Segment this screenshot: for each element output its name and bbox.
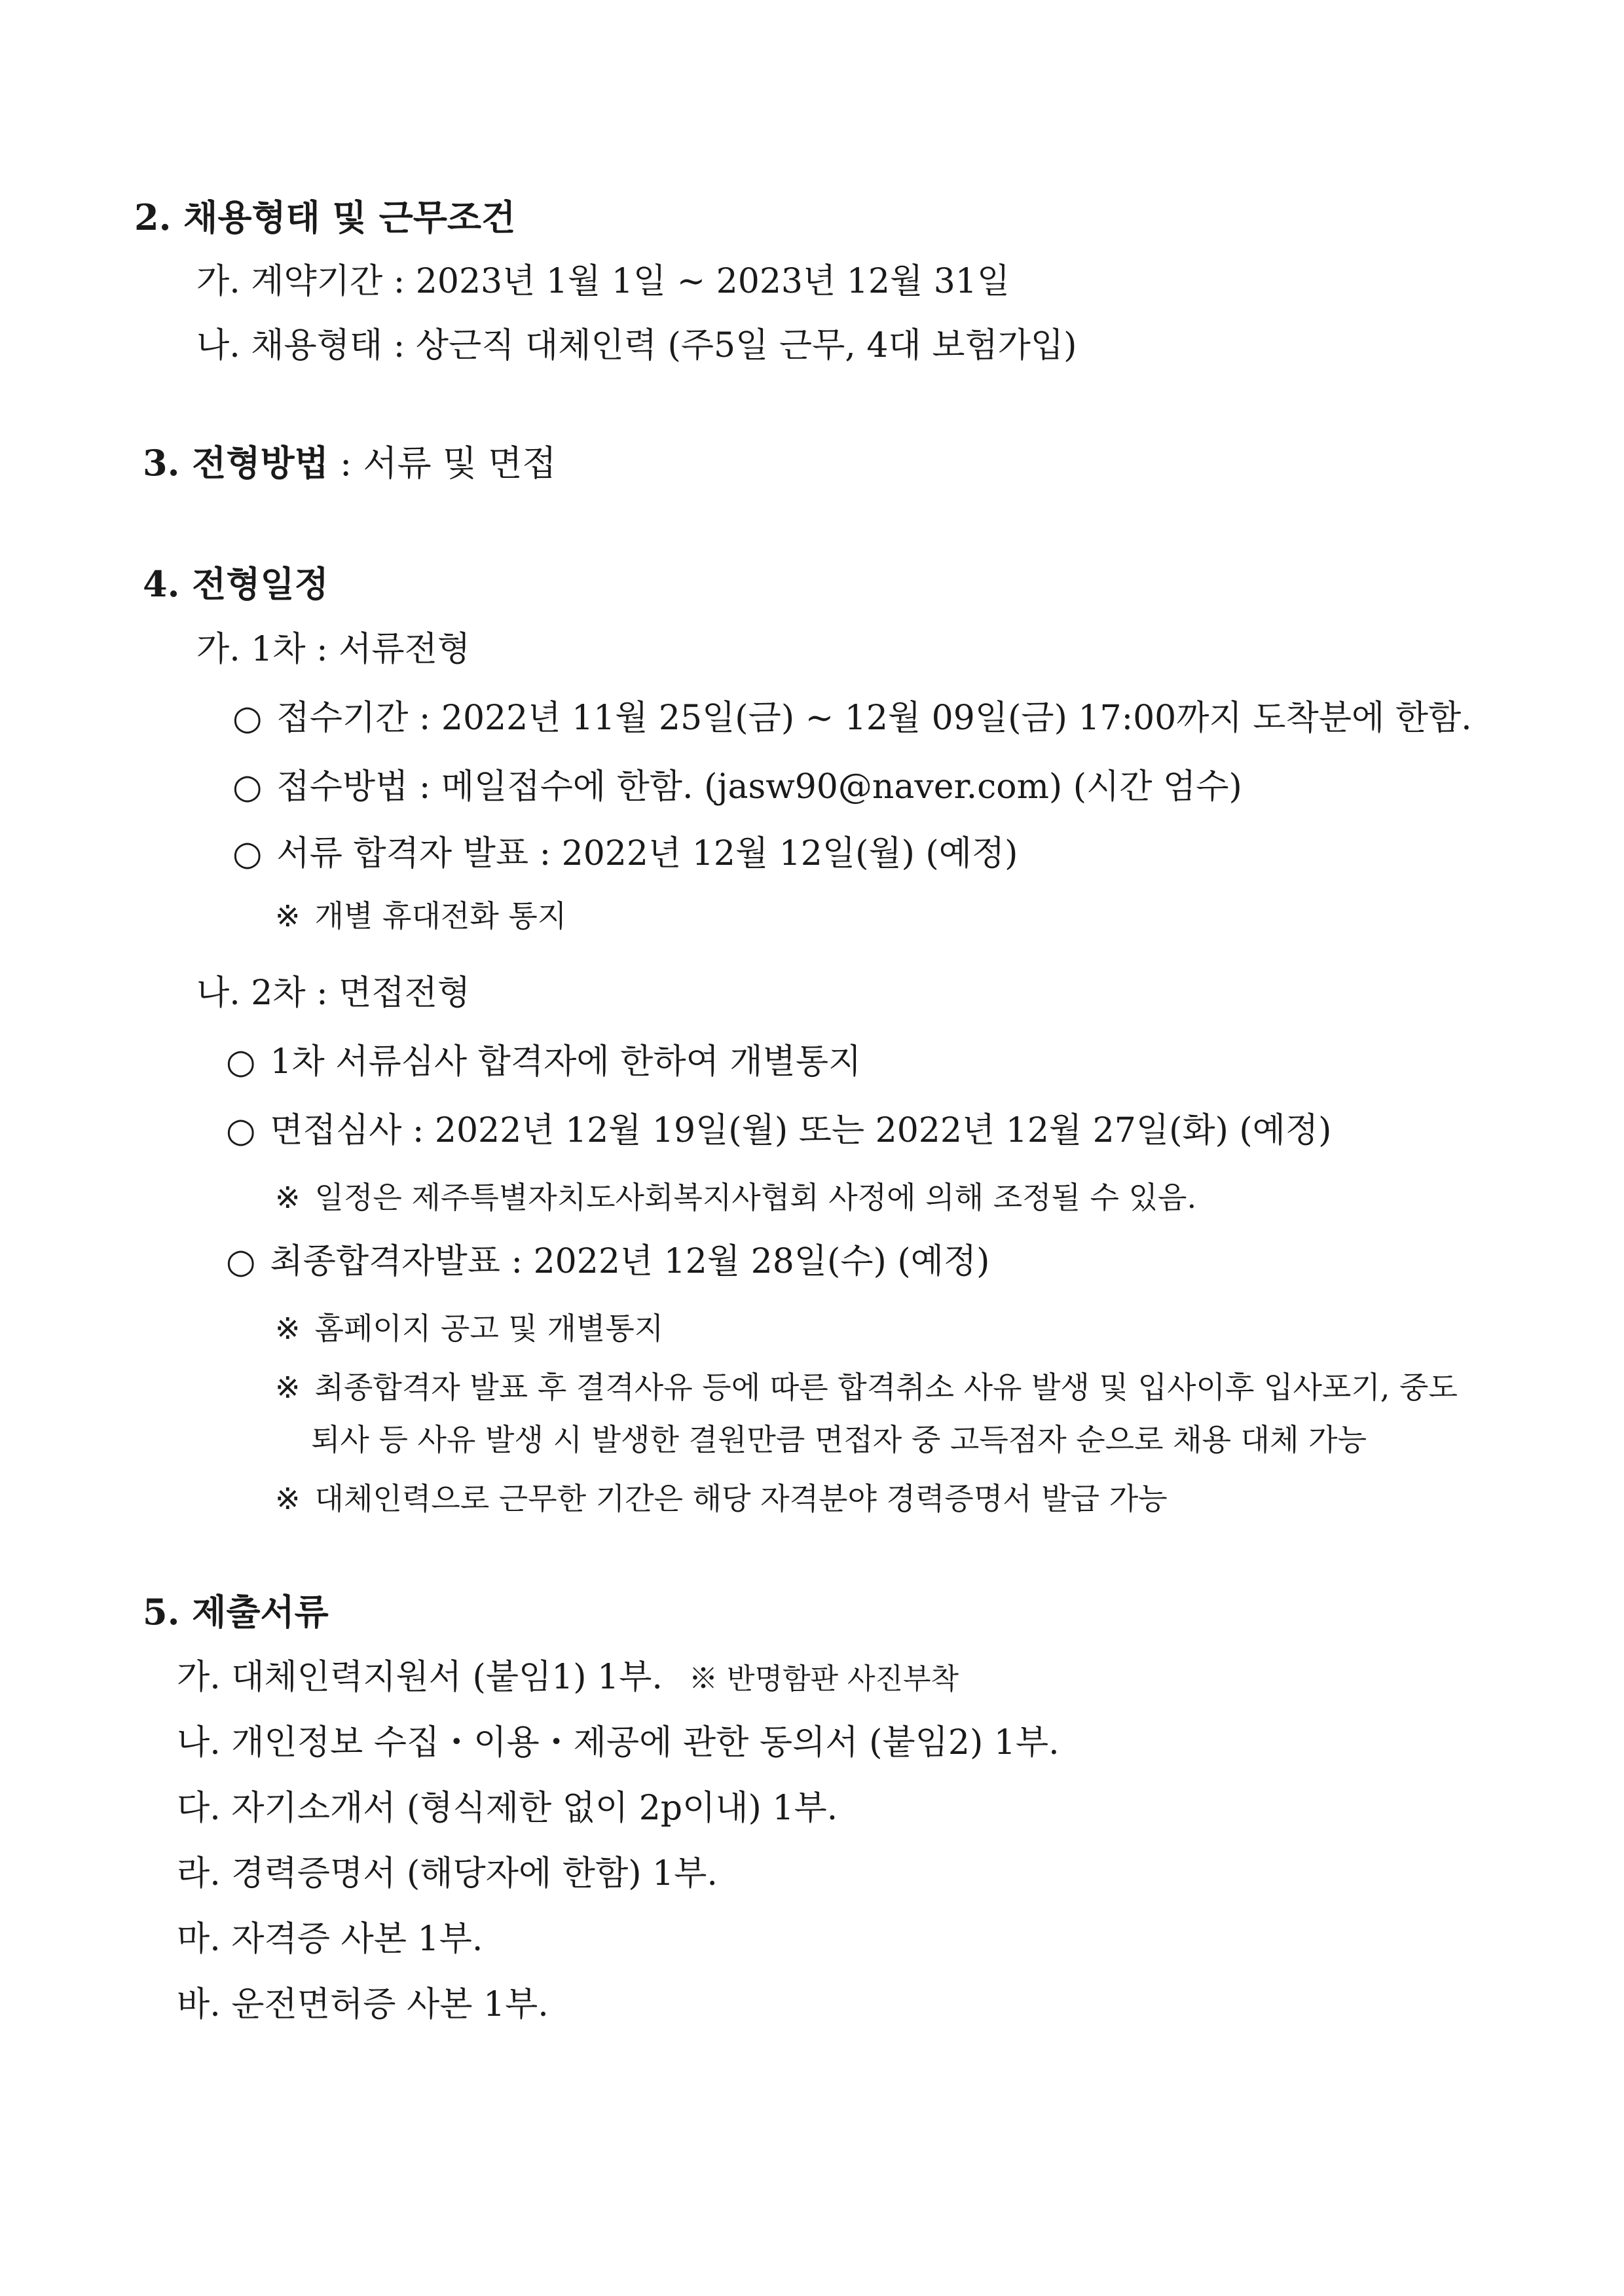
section-3-heading <box>143 442 557 484</box>
certificate-note-text: 대체인력으로 근무한 기간은 해당 자격분야 경력증명서 발급 가능 <box>314 1481 1168 1516</box>
round-1-note <box>275 897 566 935</box>
final-announcement-text: 최종합격자발표 : 2022년 12월 28일(수) (예정) <box>270 1242 990 1281</box>
round-2-notice-text: 1차 서류심사 합격자에 한하여 개별통지 <box>270 1042 862 1082</box>
homepage-note-text: 홈페이지 공고 및 개별통지 <box>314 1311 664 1346</box>
round-1-item-reception-period <box>232 697 1472 739</box>
employment-type: 나. 채용형태 : 상근직 대체인력 (주5일 근무, 4대 보험가입) <box>196 326 1077 365</box>
bullet-icon: ○ <box>232 699 263 738</box>
reception-period-text: 접수기간 : 2022년 11월 25일(금) ~ 12월 09일(금) 17:00까지 도착분에 한함. <box>276 699 1472 738</box>
replacement-note-line1: 최종합격자 발표 후 결격사유 등에 따른 합격취소 사유 발생 및 입사이후 입사포기, 중도 <box>314 1370 1458 1405</box>
document-item-career-certificate: 라. 경력증명서 (해당자에 한함) 1부. <box>177 1854 718 1893</box>
bullet-icon: ○ <box>226 1042 256 1082</box>
reception-method-text: 접수방법 : 메일접수에 한함. (jasw90@naver.com) (시간 엄수) <box>276 767 1242 807</box>
result-announcement-text: 서류 합격자 발표 : 2022년 12월 12일(월) (예정) <box>276 834 1018 873</box>
section-2-heading: 2. 채용형태 및 근무조건 <box>134 196 516 238</box>
bullet-icon: ○ <box>226 1242 256 1281</box>
section-5-heading: 5. 제출서류 <box>143 1591 329 1633</box>
contract-period: 가. 계약기간 : 2023년 1월 1일 ~ 2023년 12월 31일 <box>196 262 1010 301</box>
bullet-icon: ○ <box>232 834 263 873</box>
round-1-item-result-announcement <box>232 833 1018 875</box>
round-2-item-final-announcement <box>226 1241 989 1283</box>
document-item-license-copy: 마. 자격증 사본 1부. <box>177 1920 483 1959</box>
reference-mark-icon: ※ <box>275 898 301 934</box>
round-1-item-reception-method <box>232 766 1242 808</box>
round-1-note-text: 개별 휴대전화 통지 <box>314 898 567 934</box>
document-item-self-introduction: 다. 자기소개서 (형식제한 없이 2p이내) 1부. <box>177 1789 838 1828</box>
section-4-heading: 4. 전형일정 <box>143 563 329 605</box>
reference-mark-icon: ※ <box>275 1370 301 1405</box>
schedule-note-text: 일정은 제주특별자치도사회복지사협회 사정에 의해 조정될 수 있음. <box>314 1180 1197 1215</box>
section-3-title: 3. 전형방법 <box>143 442 329 484</box>
reference-mark-icon: ※ <box>275 1481 301 1516</box>
document-item-consent: 나. 개인정보 수집・이용・제공에 관한 동의서 (붙임2) 1부. <box>177 1723 1060 1762</box>
reference-mark-icon: ※ <box>275 1311 301 1346</box>
bullet-icon: ○ <box>232 767 263 807</box>
round-2-note-homepage <box>275 1309 663 1347</box>
round-2-note-certificate <box>275 1480 1168 1518</box>
bullet-icon: ○ <box>226 1111 256 1150</box>
interview-text: 면접심사 : 2022년 12월 19일(월) 또는 2022년 12월 27일(화) (예정) <box>270 1111 1332 1150</box>
photo-note: ※ 반명함판 사진부착 <box>688 1662 959 1696</box>
round-2-title: 나. 2차 : 면접전형 <box>196 974 471 1013</box>
replacement-note-line2: 퇴사 등 사유 발생 시 발생한 결원만큼 면접자 중 고득점자 순으로 채용 대체 가능 <box>311 1422 1367 1457</box>
document-item-driver-license: 바. 운전면허증 사본 1부. <box>177 1985 549 2024</box>
document-item-application <box>177 1656 959 1700</box>
round-2-item-notice <box>226 1041 861 1083</box>
application-text: 가. 대체인력지원서 (붙임1) 1부. <box>177 1658 663 1697</box>
round-1-title: 가. 1차 : 서류전형 <box>196 630 471 669</box>
reference-mark-icon: ※ <box>275 1180 301 1215</box>
section-3-text: : 서류 및 면접 <box>328 443 557 484</box>
round-2-note-replacement <box>275 1368 1458 1406</box>
round-2-note-schedule <box>275 1178 1196 1216</box>
round-2-item-interview <box>226 1110 1331 1152</box>
